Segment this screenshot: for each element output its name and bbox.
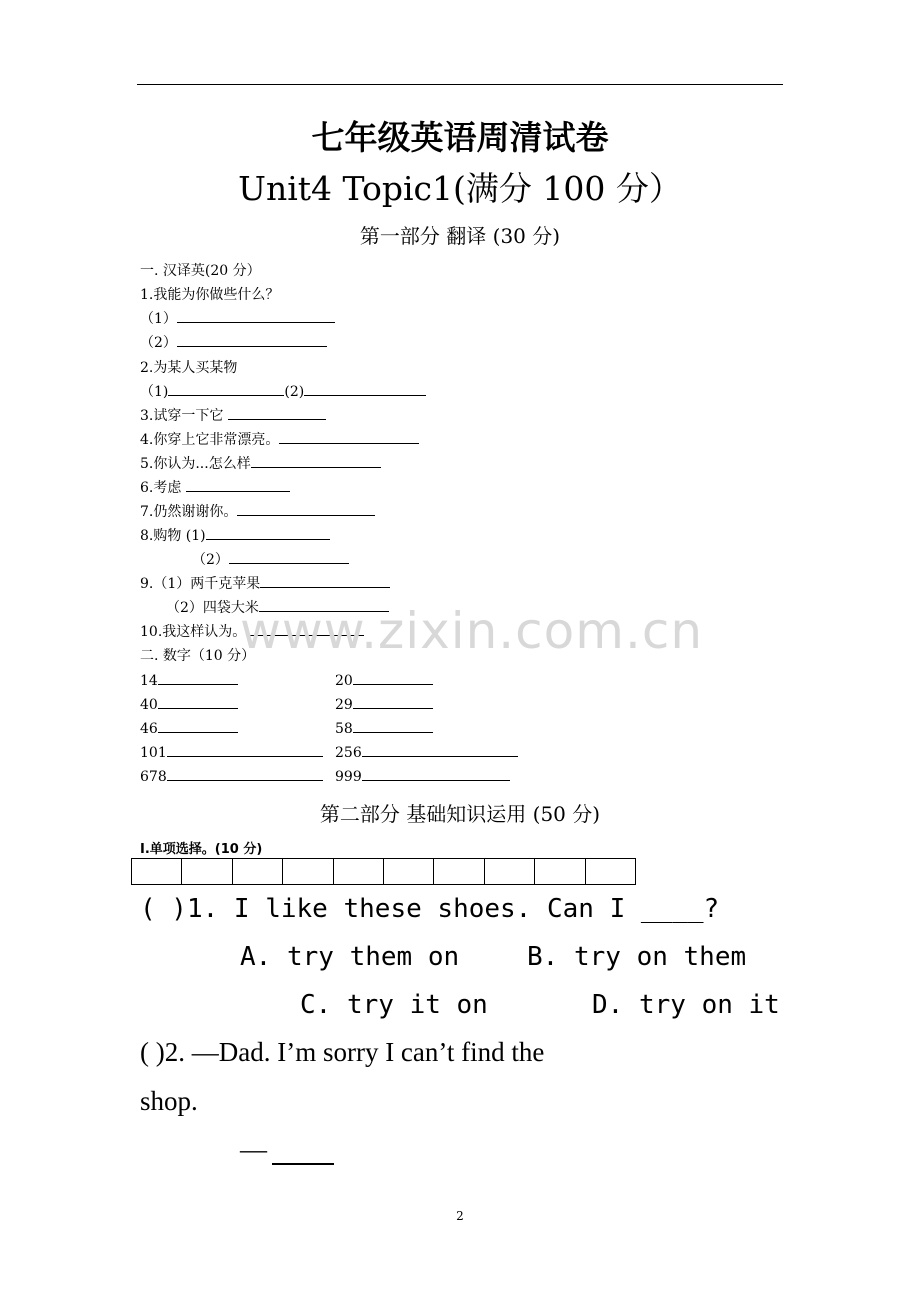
question-1-option-d: D. try on it [592,990,780,1020]
question-1-option-c: C. try it on [300,990,488,1020]
number-40: 40 [140,694,238,713]
single-choice-heading: Ⅰ.单项选择。(10 分) [140,842,263,857]
number-46: 46 [140,718,238,737]
watermark: www.zixin.com.cn [240,602,704,660]
page-number: 2 [456,1209,464,1223]
answer-cell[interactable] [384,859,434,885]
question-1-option-a: A. try them on [240,942,460,972]
item-6: 6.考虑 [140,477,290,497]
item-3: 3.试穿一下它 [140,405,326,425]
answer-cell[interactable] [586,859,636,885]
question-1-stem: ( )1. I like these shoes. Can I ____? [140,894,720,924]
item-9-1: 9.（1）两千克苹果 [140,573,390,593]
question-2-blank [272,1163,334,1165]
number-678: 678 [140,766,323,785]
number-29: 29 [335,694,433,713]
answer-cell[interactable] [535,859,585,885]
number-58: 58 [335,718,433,737]
answer-cell[interactable] [182,859,232,885]
item-7: 7.仍然谢谢你。 [140,501,375,521]
item-2-answers: （1) (2) [140,381,426,401]
answer-cell[interactable] [233,859,283,885]
item-2: 2.为某人买某物 [140,360,238,376]
answer-cell[interactable] [434,859,484,885]
item-10: 10.我这样认为。 [140,621,364,641]
number-20: 20 [335,670,433,689]
answer-cell[interactable] [485,859,535,885]
answer-cell[interactable] [283,859,333,885]
question-1-option-b: B. try on them [527,942,747,972]
page-subtitle: Unit4 Topic1(满分 100 分） [238,169,682,208]
part1-heading: 第一部分 翻译 (30 分) [359,224,561,248]
page-title: 七年级英语周清试卷 [311,118,609,157]
part2-heading: 第二部分 基础知识运用 (50 分) [319,802,601,826]
item-1-1: （1） [140,308,335,328]
section2-heading: 二. 数字（10 分） [140,648,256,664]
item-8-2: （2） [192,549,349,569]
question-2-stem: ( )2. —Dad. I’m sorry I can’t find the [140,1037,545,1067]
answer-grid [131,858,636,885]
item-4: 4.你穿上它非常漂亮。 [140,429,419,449]
item-9-2: （2）四袋大米 [166,597,389,617]
section1-heading: 一. 汉译英(20 分） [140,263,261,279]
item-5: 5.你认为...怎么样 [140,453,381,473]
answer-cell[interactable] [132,859,182,885]
number-101: 101 [140,742,323,761]
item-1: 1.我能为你做些什么？ [140,287,280,303]
number-14: 14 [140,670,238,689]
answer-cell[interactable] [334,859,384,885]
header-rule [137,84,783,85]
number-999: 999 [335,766,510,785]
question-2-reply: — [240,1134,267,1164]
item-8-1: 8.购物 (1) [140,525,330,545]
number-256: 256 [335,742,518,761]
question-2-continuation: shop. [140,1086,198,1116]
item-1-2: （2） [140,332,327,352]
